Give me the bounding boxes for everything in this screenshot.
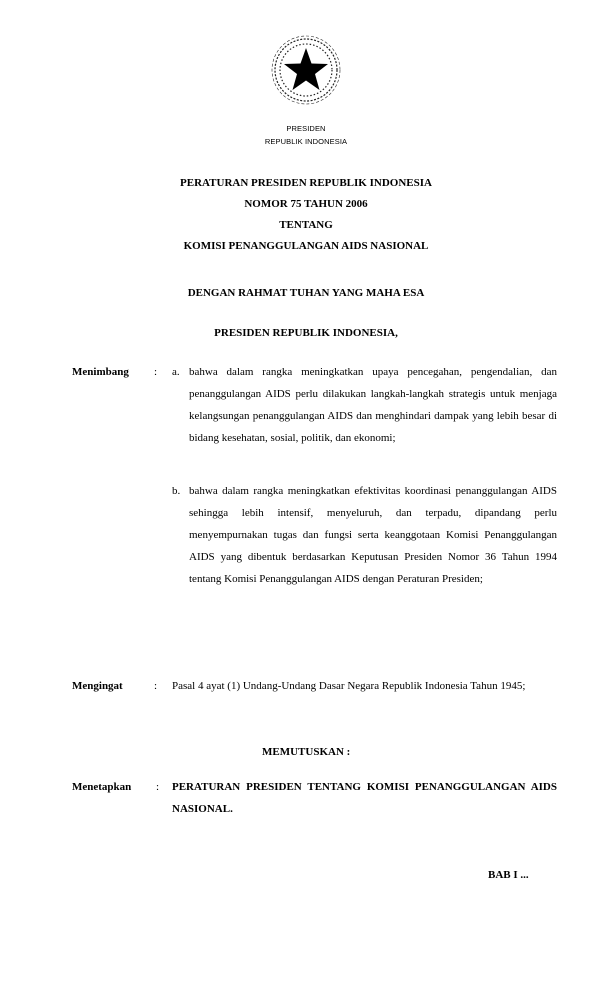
menimbang-colon: : <box>154 366 158 378</box>
preamble-rahmat: DENGAN RAHMAT TUHAN YANG MAHA ESA <box>187 287 425 299</box>
menimbang-label: Menimbang <box>72 366 129 378</box>
menimbang-a-text: bahwa dalam rangka meningkatkan upaya pencegahan, pengendalian, dan penanggulangan AIDS perlu dilakukan langkah-langkah strategis untuk menjaga kelangsungan penanggulangan AIDS dan menghindari dampak yang lebih besar di bidang kesehatan, sosial, politik, dan ekonomi; <box>189 366 557 444</box>
menimbang-b-text: bahwa dalam rangka meningkatkan efektivitas koordinasi penanggulangan AIDS sehingga lebih intensif, menyeluruh, dan terpadu, dipandang perlu menyempurnakan tugas dan fungsi serta keanggotaan Komisi Penanggulangan AIDS yang dibentuk berdasarkan Keputusan Presiden Nomor 36 Tahun 1994 tentang Komisi Penanggulangan AIDS dengan Peraturan Presiden; <box>189 485 557 585</box>
menimbang-b-marker: b. <box>172 485 181 497</box>
emblem-caption-republik: REPUBLIK INDONESIA <box>264 137 348 146</box>
menetapkan-colon: : <box>156 781 160 793</box>
garuda-star-wreath-emblem-icon <box>268 34 344 106</box>
mengingat-label: Mengingat <box>72 680 123 692</box>
emblem-caption-presiden: PRESIDEN <box>286 124 326 133</box>
menimbang-a-marker: a. <box>172 366 180 378</box>
next-page-reference: BAB I ... <box>488 869 529 881</box>
memutuskan-heading: MEMUTUSKAN : <box>262 746 351 758</box>
preamble-presiden: PRESIDEN REPUBLIK INDONESIA, <box>214 327 398 339</box>
title-line-3: TENTANG <box>279 219 333 231</box>
mengingat-colon: : <box>154 680 158 692</box>
title-line-1: PERATURAN PRESIDEN REPUBLIK INDONESIA <box>180 177 432 189</box>
mengingat-text: Pasal 4 ayat (1) Undang-Undang Dasar Negara Republik Indonesia Tahun 1945; <box>172 680 526 692</box>
menetapkan-text: PERATURAN PRESIDEN TENTANG KOMISI PENANGGULANGAN AIDS NASIONAL. <box>172 781 557 815</box>
title-line-2: NOMOR 75 TAHUN 2006 <box>244 198 368 210</box>
menetapkan-label: Menetapkan <box>72 781 132 793</box>
title-line-4: KOMISI PENANGGULANGAN AIDS NASIONAL <box>183 240 429 252</box>
